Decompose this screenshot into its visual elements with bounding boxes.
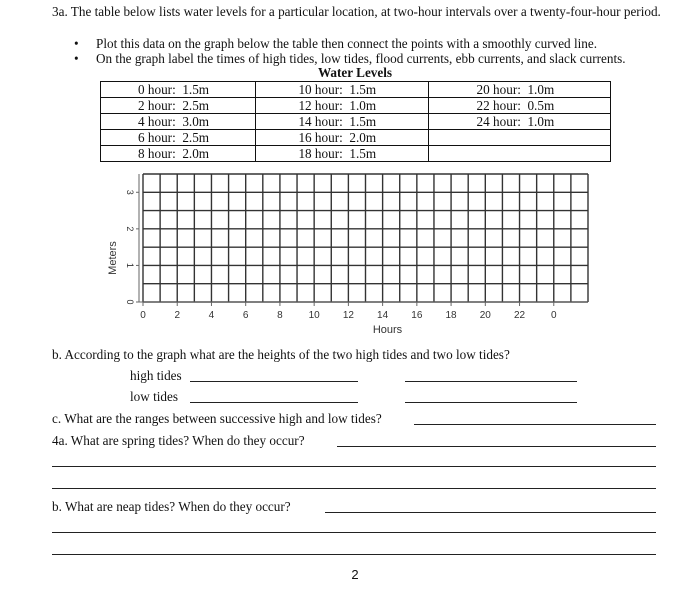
- x-tick-label: 18: [445, 310, 457, 321]
- table-cell: 8 hour: 2.0m: [101, 146, 256, 162]
- neap-tides-answer-line-3[interactable]: [52, 554, 656, 555]
- y-tick-label: 3: [125, 189, 135, 195]
- high-tides-label: high tides: [130, 368, 182, 383]
- high-tides-answer-line-2[interactable]: [405, 381, 577, 382]
- table-cell: 14 hour: 1.5m: [256, 114, 428, 130]
- table-cell: 6 hour: 2.5m: [101, 130, 256, 146]
- x-tick-label: 12: [342, 310, 354, 321]
- table-title: Water Levels: [317, 65, 393, 80]
- table-cell: 2 hour: 2.5m: [101, 98, 256, 114]
- table-cell: 4 hour: 3.0m: [101, 114, 256, 130]
- x-tick-label: 0: [140, 310, 146, 321]
- bullet-plot-text: Plot this data on the graph below the table then connect the points with a smoothly curved line.: [96, 36, 598, 51]
- table-cell: 16 hour: 2.0m: [256, 130, 428, 146]
- question-3b-prompt: b. According to the graph what are the heights of the two high tides and two low tides?: [52, 347, 510, 362]
- x-tick-label: 6: [242, 310, 249, 321]
- x-tick-label: 8: [277, 310, 283, 321]
- question-4b-prompt: b. What are neap tides? When do they occur?: [52, 499, 291, 514]
- spring-tides-answer-line-2[interactable]: [52, 466, 656, 467]
- spring-tides-answer-line-3[interactable]: [52, 488, 656, 489]
- bullet-icon: •: [74, 36, 79, 51]
- table-cell: 0 hour: 1.5m: [101, 82, 256, 98]
- x-tick-label: 2: [174, 310, 181, 321]
- low-tides-label: low tides: [130, 389, 178, 404]
- spring-tides-answer-line[interactable]: [337, 446, 656, 447]
- table-cell: 20 hour: 1.0m: [428, 82, 610, 98]
- ranges-answer-line[interactable]: [414, 424, 656, 425]
- table-cell: 18 hour: 1.5m: [256, 146, 428, 162]
- y-tick-label: 2: [125, 226, 135, 232]
- neap-tides-answer-line[interactable]: [325, 512, 656, 513]
- low-tides-answer-line-2[interactable]: [405, 402, 577, 403]
- table-cell: 22 hour: 0.5m: [428, 98, 610, 114]
- neap-tides-answer-line-2[interactable]: [52, 532, 656, 533]
- x-tick-label: 16: [411, 310, 423, 321]
- high-tides-answer-line-1[interactable]: [190, 381, 358, 382]
- table-cell: 10 hour: 1.5m: [256, 82, 428, 98]
- question-3a-prompt: 3a. The table below lists water levels for a particular location, at two-hour intervals over a twenty-four-hour period.: [52, 4, 661, 19]
- x-tick-label: 10: [308, 310, 320, 321]
- low-tides-answer-line-1[interactable]: [190, 402, 358, 403]
- table-cell: 12 hour: 1.0m: [256, 98, 428, 114]
- y-tick-label: 0: [125, 299, 135, 305]
- y-axis-label: Meters: [107, 241, 119, 275]
- page-number: 2: [351, 567, 359, 582]
- x-tick-label: 0: [550, 310, 557, 321]
- question-4a-prompt: 4a. What are spring tides? When do they occur?: [52, 433, 305, 448]
- x-tick-label: 14: [377, 310, 389, 321]
- y-tick-label: 1: [125, 262, 135, 268]
- table-cell: 24 hour: 1.0m: [428, 114, 610, 130]
- x-tick-label: 22: [513, 310, 526, 321]
- bullet-icon: •: [74, 51, 79, 66]
- question-3c-prompt: c. What are the ranges between successive high and low tides?: [52, 411, 382, 426]
- x-axis-label: Hours: [372, 324, 403, 336]
- x-tick-label: 4: [208, 310, 215, 321]
- bullet-label-text: On the graph label the times of high tides, low tides, flood currents, ebb currents, and slack currents.: [96, 51, 626, 66]
- x-tick-label: 20: [479, 310, 491, 321]
